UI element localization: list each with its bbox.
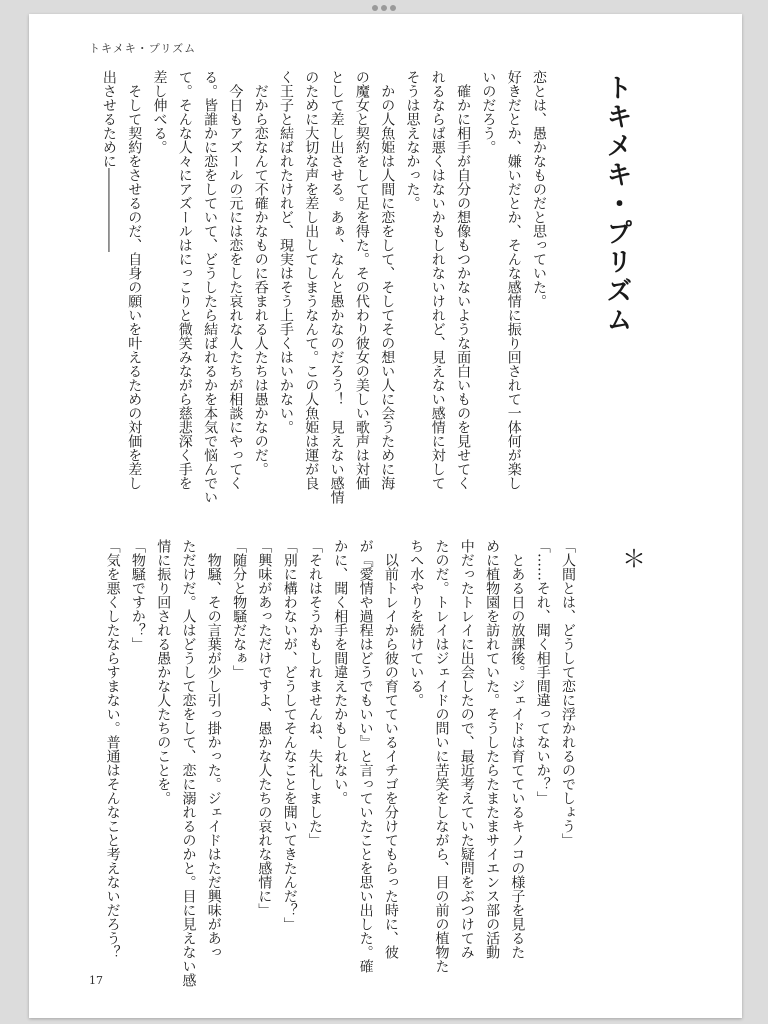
text-line: のために大切な声を差し出してしまうなんて。この人魚姫は運が良 [303,70,320,490]
text-line: かの人魚姫は人間に恋をして、そしてその想い人に会うために海 [379,70,396,490]
text-line: そして契約をさせるのだ、自身の願いを叶えるための対価を差し [126,70,143,490]
text-line: めに植物園を訪れていた。そうしたらたまたまサイエンス部の活動 [484,539,501,959]
text-line: の魔女と契約をして足を得た。その代わり彼女の美しい歌声は対価 [353,70,370,490]
text-line: が『愛情や過程はどうでもいい』と言っていたことを思い出した。確 [357,539,374,973]
text-line: 「気を悪くしたならすまない。普通はそんなこと考えないだろう？ [104,539,121,959]
text-line: 情に振り回される愚かな人たちのことを。 [155,539,172,805]
text-line: く王子と結ばれたけれど、現実はそう上手くはいかない。 [278,70,294,434]
text-line: 中だったトレイに出会したので、最近考えていた疑問をぶつけてみ [458,539,475,959]
text-line: れるならば悪くはないかもしれないけれど、見えない感情に対して [429,70,446,490]
text-line: 「別に構わないが、どうしてそんなことを聞いてきたんだ？」 [281,539,298,931]
text-line: そうは思えなかった。 [404,70,421,210]
text-line: て。そんな人々にアズールはにっこりと微笑みながら慈悲深く手を [176,70,193,490]
book-page [29,14,742,1018]
text-line: として差し出させる。あぁ、なんと愚かなのだろう！ 見えない感情 [328,70,345,504]
running-head: トキメキ・プリズム [89,42,197,55]
chapter-title: トキメキ・プリズム [602,74,632,335]
window-drag-handle[interactable] [372,4,396,12]
text-line: 「それはそうかもしれませんね、失礼しました」 [307,539,323,847]
text-line: いのだろう。 [480,70,497,154]
text-line: 出させるために―――――― [100,70,117,252]
page-number: 17 [89,974,103,987]
text-line: たのだ。トレイはジェイドの問いに苦笑をしながら、目の前の植物た [433,539,450,973]
text-line: る。皆誰かに恋をしていて、どうしたら結ばれるかを本気で悩んでい [202,70,219,504]
text-line: 確かに相手が自分の想像もつかないような面白いものを見せてく [455,70,472,490]
text-line: ちへ水やりを続けている。 [408,539,425,707]
text-line: 「……それ、聞く相手間違ってないか？」 [534,539,551,805]
text-line: とある日の放課後。ジェイドは育てているキノコの様子を見るた [509,539,526,959]
text-line: 「物騒ですか？」 [129,539,146,651]
text-line: かに、聞く相手を間違えたかもしれない。 [332,539,349,805]
text-line: 恋とは、愚かなものだと思っていた。 [531,70,547,308]
text-line: 物騒、その言葉が少し引っ掛かった。ジェイドはただ興味があっ [205,539,222,959]
text-line: 今日もアズールの元には恋をした哀れな人たちが相談にやってく [227,70,244,490]
section-separator: ＊ [622,545,646,573]
text-line: だから恋なんて不確かなものに呑まれる人たちは愚かなのだ。 [252,70,269,476]
text-line: 「随分と物騒だなぁ」 [231,539,248,679]
text-line: 以前トレイから彼の育てているイチゴを分けてもらった時に、彼 [382,539,399,959]
text-line: ただけだ。人はどうして恋をして、恋に溺れるのかと。目に見えない感 [180,539,197,987]
text-line: 「興味があっただけですよ、愚かな人たちの哀れな感情に」 [256,539,273,917]
text-line: 差し伸べる。 [151,70,168,154]
text-line: 「人間とは、どうして恋に浮かれるのでしょう」 [560,539,576,847]
text-line: 好きだとか、嫌いだとか、そんな感情に振り回されて一体何が楽し [505,70,522,490]
